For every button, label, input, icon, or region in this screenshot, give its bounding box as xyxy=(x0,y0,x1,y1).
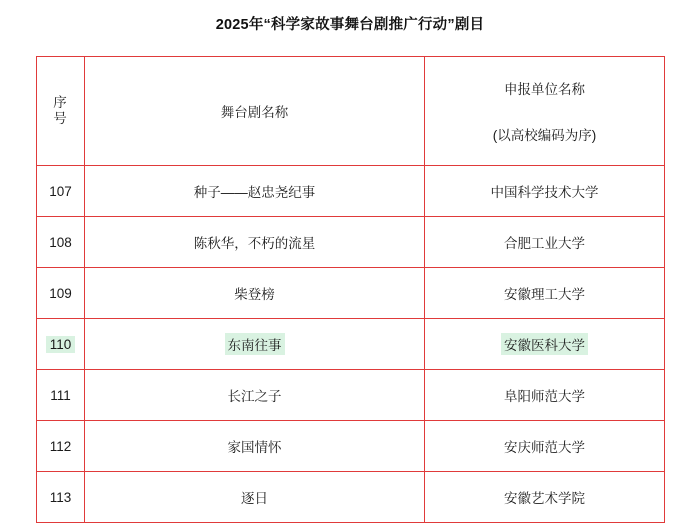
column-header-index-char-2: 号 xyxy=(53,111,68,126)
row-unit: 安徽艺术学院 xyxy=(425,472,665,523)
row-play-name: 家国情怀 xyxy=(85,421,425,472)
row-unit: 中国科学技术大学 xyxy=(425,166,665,217)
row-play-name: 长江之子 xyxy=(85,370,425,421)
table-body xyxy=(37,57,665,523)
column-header-index xyxy=(37,57,85,166)
table-row xyxy=(37,166,665,217)
column-header-index-char-1: 序 xyxy=(53,95,68,111)
row-index: 113 xyxy=(37,472,85,523)
row-play-name xyxy=(85,319,425,370)
table-row xyxy=(37,268,665,319)
table-row xyxy=(37,421,665,472)
column-header-unit-line2: (以高校编码为序) xyxy=(492,128,597,143)
row-play-name: 逐日 xyxy=(85,472,425,523)
table-row xyxy=(37,370,665,421)
row-unit: 阜阳师范大学 xyxy=(425,370,665,421)
table-row-highlighted xyxy=(37,319,665,370)
row-index: 109 xyxy=(37,268,85,319)
row-unit xyxy=(425,319,665,370)
row-index: 112 xyxy=(37,421,85,472)
table-container xyxy=(36,56,664,523)
row-unit: 合肥工业大学 xyxy=(425,217,665,268)
table-row xyxy=(37,472,665,523)
row-unit: 安庆师范大学 xyxy=(425,421,665,472)
row-play-name: 陈秋华，不朽的流星 xyxy=(85,217,425,268)
column-header-unit xyxy=(425,57,665,166)
row-unit: 安徽理工大学 xyxy=(425,268,665,319)
highlight-mark: 安徽医科大学 xyxy=(501,333,588,355)
row-play-name: 种子——赵忠尧纪事 xyxy=(85,166,425,217)
row-index: 108 xyxy=(37,217,85,268)
highlight-mark: 东南往事 xyxy=(225,333,285,355)
column-header-play-name: 舞台剧名称 xyxy=(85,57,425,166)
row-play-name: 柴登榜 xyxy=(85,268,425,319)
row-index xyxy=(37,319,85,370)
highlight-mark: 110 xyxy=(46,336,76,353)
play-listing-table xyxy=(36,56,665,523)
table-row xyxy=(37,217,665,268)
row-index: 111 xyxy=(37,370,85,421)
table-header-row xyxy=(37,57,665,166)
row-index: 107 xyxy=(37,166,85,217)
column-header-unit-line1: 申报单位名称 xyxy=(504,82,585,97)
page-title: 2025年“科学家故事舞台剧推广行动”剧目 xyxy=(215,17,485,33)
